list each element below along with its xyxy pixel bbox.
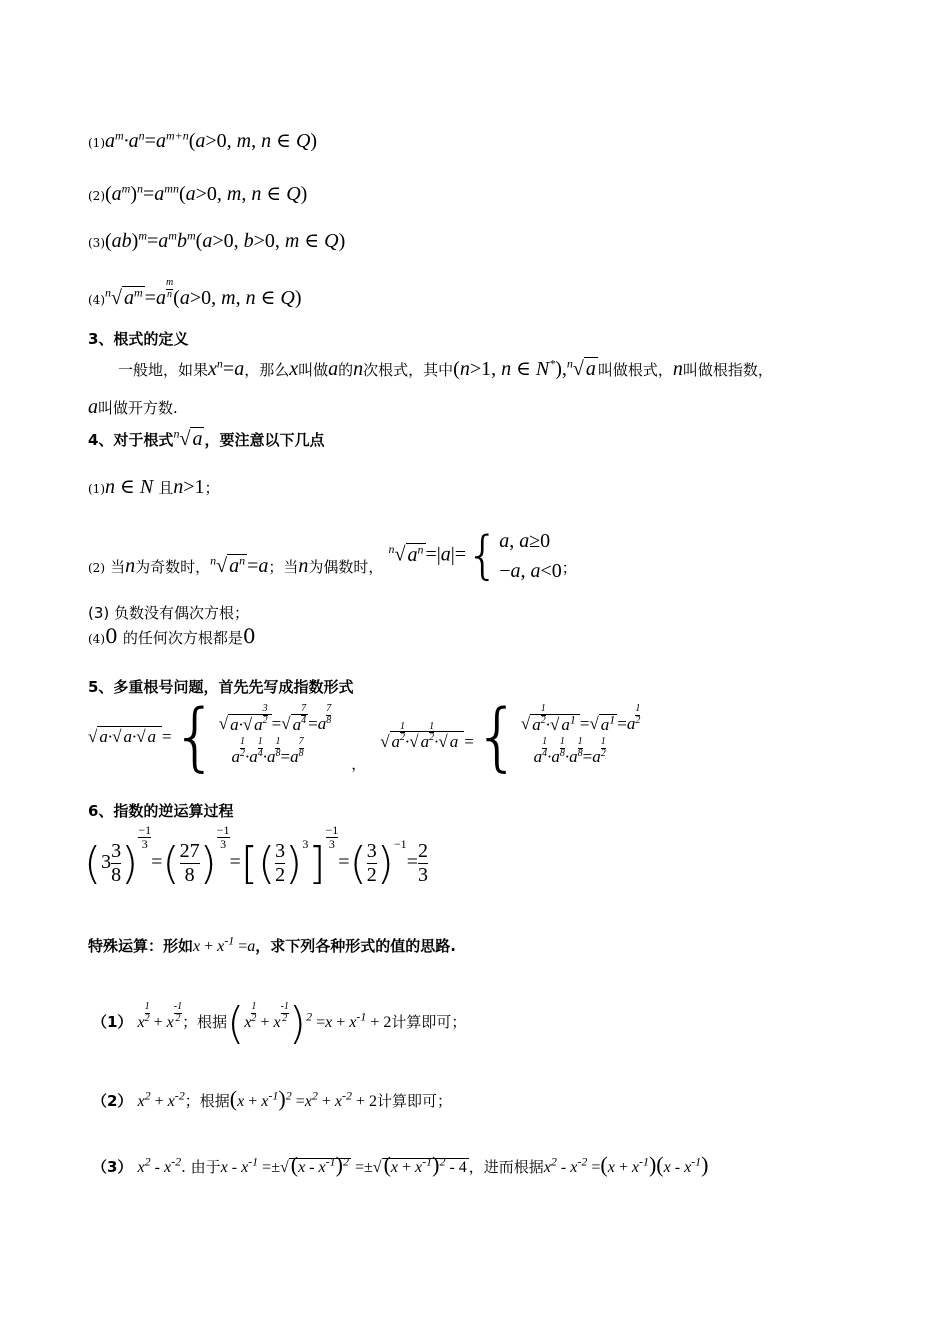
section-4-item-1: (1)n ∈ N 且n>1；: [88, 476, 220, 498]
rule-2-formula: $(a^m)^n=a^{mn}(a>0$, m, n ∈ Q): [105, 181, 308, 205]
rule-4: [88, 278, 302, 310]
rule-1: [88, 128, 317, 153]
section-3-line-1: 一般地，如果$x^n=a$，那么x叫做a的n次根式，其中(n>1, n ∈ N*),$^n$√ a 叫做根式，n叫做根指数，: [118, 356, 773, 380]
rule-4-label: (4): [88, 293, 105, 308]
rule-3-formula: $(ab)^m=a^mb^m(a>0$, b>0, m ∈ Q): [105, 228, 346, 252]
section-4-item-4: (4)0 的任何次方根都是0: [88, 624, 256, 648]
special-case-1: （1） x $\frac{1}{2}$ + x $\frac{-1}{2}$ ；根据(x $\frac{1}{2}$ + x $\frac{-1}{2}$ )$^2 =x + x^{-1} + 2$计算即可；: [92, 998, 467, 1049]
special-case-3: （3） $x^2 - x^{-2}$. 由于$x - x^{-1} =\pm√(x - x^{-1})^2 =\pm√(x + x^{-1})^2 - 4$ ，进而根据$x^2 - x^{-2} =(x + x^{-1})(x - x^{-1})$: [92, 1152, 709, 1177]
special-heading: 特殊运算：形如$x + x^{-1} =a$，求下列各种形式的值的思路.: [88, 933, 456, 955]
section-3-line-2: a叫做开方数.: [88, 396, 178, 418]
section-6-formula: (3 $\frac{3}{8}$ ) $\frac{-1}{3}$ =( $\frac{27}{8}$ ) $\frac{-1}{3}$ =[( $\frac{3}{2}$ )$^3$] $\frac{-1}{3}$ =( $\frac{3}{2}$ )$^{-1}$= $\frac{2}{3}$: [84, 823, 428, 889]
rule-3-label: (3): [88, 236, 105, 250]
rule-1-formula: $a^m\cdot a^n=a^{m+n}(a>0$, m, n ∈ Q): [105, 128, 318, 152]
section-4-item-2: (2) 当n为奇数时，$^n$√ $a^n =a$；当n为偶数时， $^n$√ $a^n =|a|=${ a, a≥0 −a, a<0 ；: [88, 526, 577, 586]
section-6-heading: 6、指数的逆运算过程: [88, 802, 234, 820]
section-4-heading: 4、对于根式$^n$√ a ，要注意以下几点: [88, 426, 325, 450]
rule-3: [88, 228, 345, 253]
rule-2-label: (2): [88, 189, 105, 203]
section-4-item-3: (3) 负数没有偶次方根；: [88, 604, 250, 622]
section-5-formula: √ a·√ a·√ a ={ √ a·√ a $\frac{3}{2}$ =√ a $\frac{7}{4}$ =a $\frac{7}{8}$ a $\frac{1}{2}$ ·a $\frac{1}{4}$ ·a $\frac{1}{8}$ =a $\frac{7}{8}$ ，√ a $\frac{1}{2}$ ·√ a $\frac{1}{2}$ ·√ a ={ √ a $\frac{1}{2}$ ·√ $a^1$ =√ $a^1 =a$ $\frac{1}{2}$ a $\frac{1}{4}$ ·a $\frac{1}{8}$ ·a $\frac{1}{8}$ =a $\frac{1}{2}$: [88, 694, 641, 780]
section-5-heading: 5、多重根号问题，首先先写成指数形式: [88, 678, 354, 696]
rule-1-label: (1): [88, 136, 105, 150]
rule-4-formula: $^n$√ $a^m =a$ $\frac{m}{n}$ (a>0, m, n ∈ Q): [105, 277, 302, 310]
rule-2: [88, 181, 307, 206]
special-case-2: （2） $x^2 + x^{-2}$；根据$(x + x^{-1})^2 =x^2 + x^{-2} + 2$计算即可；: [92, 1086, 453, 1111]
section-3-heading: 3、根式的定义: [88, 330, 189, 348]
